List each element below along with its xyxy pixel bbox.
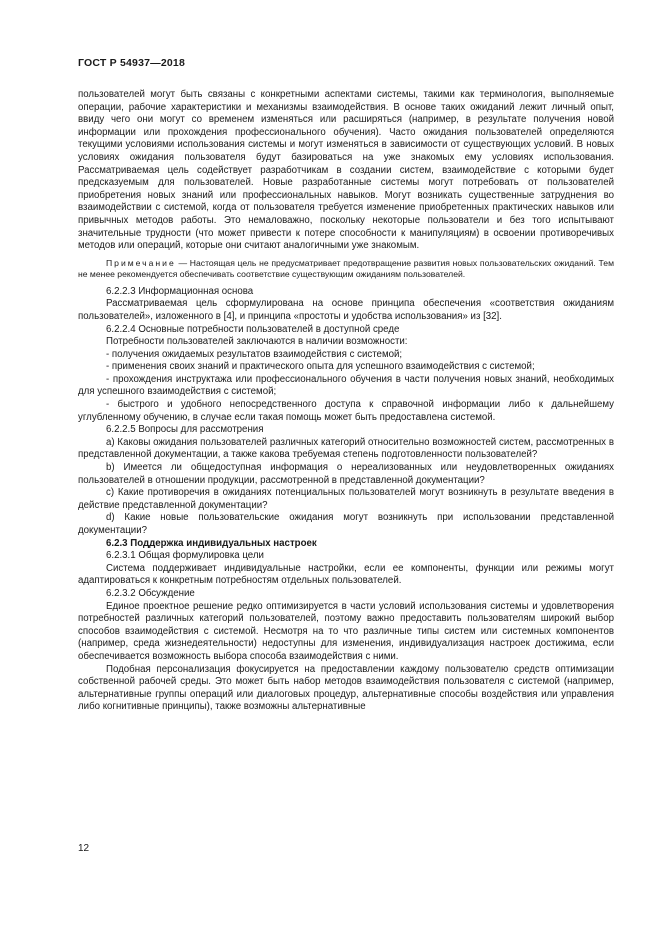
heading-623: 6.2.3 Поддержка индивидуальных настроек <box>106 537 317 549</box>
paragraph-6232b: Подобная персонализация фокусируется на предоставлении каждому пользователю средств оптимизации собственной рабочей среды. Это может быть набор методов взаимодействия пользователя с системой (например, альтернативные группы операций или диалоговых процедур, альтернативные способы воздействия или управления либо когнитивные принципы), также возможны альтернативные <box>78 663 614 713</box>
list-item: - получения ожидаемых результатов взаимодействия с системой; <box>106 348 403 360</box>
question-c: c) Какие противоречия в ожиданиях потенциальных пользователей могут возникнуть в результате введения в действие представленной документации? <box>78 487 614 511</box>
question-b: b) Имеется ли общедоступная информация о нереализованных или неудовлетворенных ожиданиях пользователей в отношении продукции, рассмотренной в представленной документации? <box>78 462 614 486</box>
paragraph-continued: пользователей могут быть связаны с конкретными аспектами системы, такими как терминология, выполняемые операции, рабочие характеристики и механизмы взаимодействия. В основе таких ожиданий лежит личный опыт, ввиду чего они могут со временем изменяться или расширяться (например, в результате получения новой информации или прохождения профессионального обучения). Часто ожидания пользователей определяются текущими условиями использования системы и могут изменяться в зависимости от существующих условий. В новых условиях ожидания пользователя будут базироваться на уже знакомых ему условиях использования. Рассматриваемая цель содействует разработчикам в создании систем, взаимодействие с которыми будет предсказуемым для пользователей. Новые разработанные системы могут потребовать от пользователей приобретения новых знаний или профессиональных навыков. Могут возникать существенные затруднения во взаимодействии с системой, когда от пользователя требуется изменение приобретенных практических навыков или привычных методов работы. Это немаловажно, поскольку некоторые пользователи и без того испытывают значительные трудности (что может привести к потере способности к манипуляциям) в освоении противоречивых методов или операций, которые они считают аналогичными уже знакомым. <box>78 89 614 252</box>
heading-6231: 6.2.3.1 Общая формулировка цели <box>106 550 264 562</box>
note-label: Примечание <box>106 257 176 268</box>
standard-header: ГОСТ Р 54937—2018 <box>78 57 186 69</box>
paragraph-6232a: Единое проектное решение редко оптимизируется в части условий использования системы и удовлетворения потребностей различных категорий пользователей, поэтому важно предоставить пользователям широкий выбор способов взаимодействия с системой. Несмотря на то что различные типы систем или системных компонентов (например, среда жизнедеятельности) недоступны для изменения, индивидуализация настроек достижима, если обеспечивается возможность выбора способа взаимодействия с ними. <box>78 600 614 662</box>
heading-6232: 6.2.3.2 Обсуждение <box>106 587 195 599</box>
heading-6224: 6.2.2.4 Основные потребности пользователей в доступной среде <box>106 323 400 335</box>
list-item: - быстрого и удобного непосредственного доступа к справочной информации либо к дальнейшему углубленному обучению, в случае если такая помощь может быть предоставлена системой. <box>78 399 614 423</box>
page-content <box>78 89 614 714</box>
question-a: а) Каковы ожидания пользователей различных категорий относительно возможностей систем, рассмотренных в представленной документации, а также какова требуемая степень подготовленности пользователей? <box>78 436 614 461</box>
heading-6223: 6.2.2.3 Информационная основа <box>106 285 254 297</box>
list-item: - применения своих знаний и практического опыта для успешного взаимодействия с системой; <box>106 361 535 373</box>
note-text: — Настоящая цель не предусматривает предотвращение развития новых пользовательских ожиданий. Тем не менее рекомендуется обеспечивать соответствие существующим ожиданиям пользователей. <box>78 257 614 279</box>
page-number: 12 <box>78 843 90 854</box>
note <box>78 258 614 280</box>
paragraph-6223: Рассматриваемая цель сформулирована на основе принципа обеспечения «соответствия ожиданиям пользователей», изложенного в [4], и принципа «простоты и удобства использования» из [32]. <box>78 298 614 322</box>
list-item: - прохождения инструктажа или профессионального обучения в части получения новых знаний, необходимых для успешного взаимодействия с системой; <box>78 373 614 398</box>
heading-6225: 6.2.2.5 Вопросы для рассмотрения <box>106 424 264 436</box>
question-d: d) Какие новые пользовательские ожидания могут возникнуть при использовании представленной документации? <box>78 512 614 536</box>
paragraph-6224: Потребности пользователей заключаются в наличии возможности: <box>106 336 408 348</box>
paragraph-6231: Система поддерживает индивидуальные настройки, если ее компоненты, функции или режимы могут адаптироваться к конкретным потребностям отдельных пользователей. <box>78 562 614 587</box>
